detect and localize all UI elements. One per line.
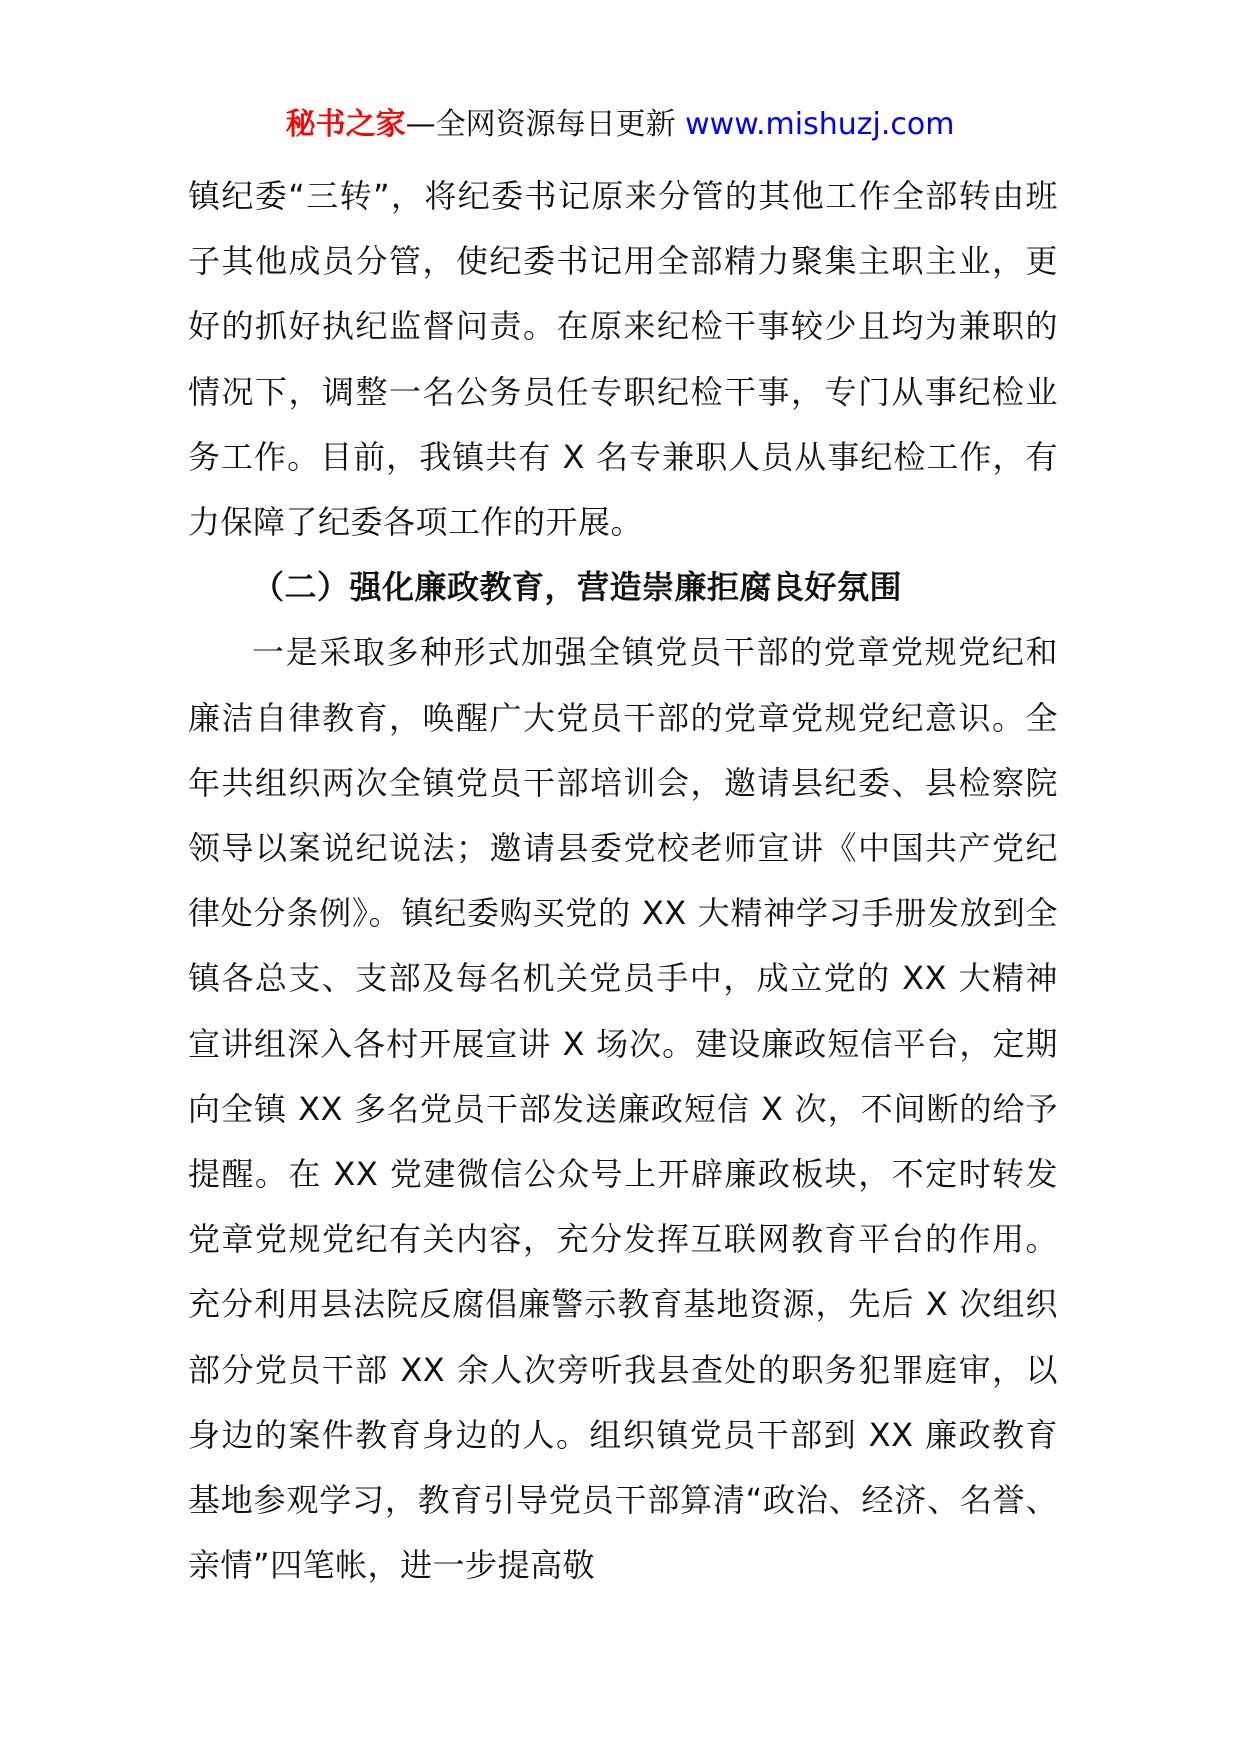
brand-name: 秘书之家 (285, 107, 406, 142)
paragraph-education: 一是采取多种形式加强全镇党员干部的党章党规党纪和廉洁自律教育，唤醒广大党员干部的党章党规党纪意识。全年共组织两次全镇党员干部培训会，邀请县纪委、县检察院领导以案说纪说法；邀请县委党校老师宣讲《中国共产党纪律处分条例》。镇纪委购买党的 XX 大精神学习手册发放到全镇各总支、支部及每名机关党员手中，成立党的 XX 大精神宣讲组深入各村开展宣讲 X 场次。建设廉政短信平台，定期向全镇 XX 多名党员干部发送廉政短信 X 次，不间断的给予提醒。在 XX 党建微信公众号上开辟廉政板块，不定时转发党章党规党纪有关内容，充分发挥互联网教育平台的作用。充分利用县法院反腐倡廉警示教育基地资源，先后 X 次组织部分党员干部 XX 余人次旁听我县查处的职务犯罪庭审，以身边的案件教育身边的人。组织镇党员干部到 XX 廉政教育基地参观学习，教育引导党员干部算清“政治、经济、名誉、亲情”四笔帐，进一步提高敬 (188, 633, 1058, 1585)
section-heading: （二）强化廉政教育，营造崇廉拒腐良好氛围 (252, 568, 903, 607)
document-body (188, 164, 1058, 1598)
site-url-link[interactable]: www.mishuzj.com (685, 107, 955, 142)
page-header (0, 103, 1240, 147)
header-tagline: —全网资源每日更新 (405, 107, 686, 142)
paragraph-continuation: 镇纪委“三转”，将纪委书记原来分管的其他工作全部转由班子其他成员分管，使纪委书记用全部精力聚集主职主业，更好的抓好执纪监督问责。在原来纪检干事较少且均为兼职的情况下，调整一名公务员任专职纪检干事，专门从事纪检业务工作。目前，我镇共有 X 名专兼职人员从事纪检工作，有力保障了纪委各项工作的开展。 (188, 177, 1058, 542)
